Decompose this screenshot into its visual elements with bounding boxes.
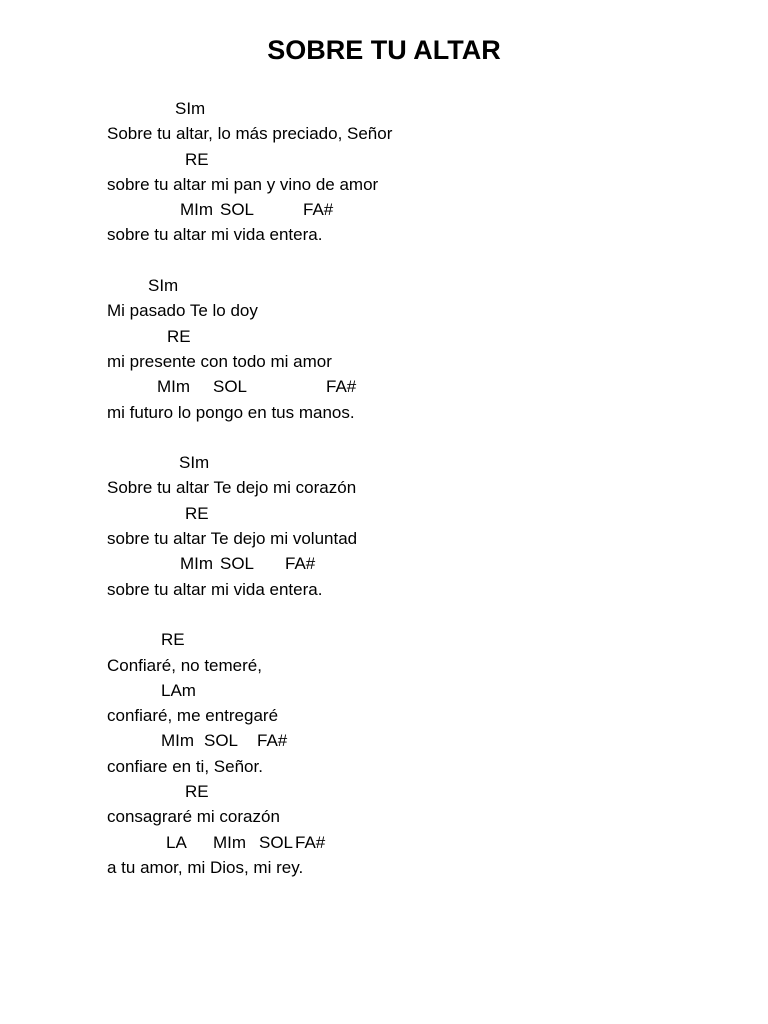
chord: MIm (157, 377, 191, 397)
stanza-spacer (107, 425, 727, 450)
chord-line (107, 197, 727, 222)
lyric-text: mi presente con todo mi amor (107, 351, 332, 371)
lyric-text: Sobre tu altar, lo más preciado, Señor (107, 124, 393, 144)
lyric-text: sobre tu altar mi vida entera. (107, 579, 323, 599)
chord: MIm (180, 200, 214, 220)
lyric-line (107, 475, 727, 500)
chord: LAm (161, 680, 196, 700)
chord: SOL (220, 200, 255, 220)
chord: FA# (257, 731, 288, 751)
lyric-line (107, 754, 727, 779)
lyric-line (107, 653, 727, 678)
chord: RE (185, 503, 209, 523)
chord-line (107, 273, 727, 298)
chord: MIm (161, 731, 195, 751)
lyric-text: a tu amor, mi Dios, mi rey. (107, 857, 304, 877)
lyric-text: sobre tu altar mi pan y vino de amor (107, 174, 379, 194)
chord: FA# (295, 832, 326, 852)
chord: FA# (285, 554, 316, 574)
chord-line (107, 678, 727, 703)
lyric-line (107, 855, 727, 880)
lyric-text: sobre tu altar Te dejo mi voluntad (107, 529, 358, 549)
lyric-line (107, 577, 727, 602)
chord: FA# (326, 377, 357, 397)
chord: SIm (179, 453, 210, 473)
chord-line (107, 551, 727, 576)
chord: RE (167, 326, 191, 346)
lyric-line (107, 172, 727, 197)
chord: SIm (148, 276, 179, 296)
chord-line (107, 96, 727, 121)
chord: MIm (213, 832, 247, 852)
chord: SOL (213, 377, 248, 397)
lyric-line (107, 349, 727, 374)
chord-line (107, 147, 727, 172)
chord: LA (166, 832, 187, 852)
chord-line (107, 450, 727, 475)
chord: SOL (259, 832, 294, 852)
chord: SOL (204, 731, 239, 751)
song-title: SOBRE TU ALTAR (267, 35, 501, 65)
chord-line (107, 324, 727, 349)
chord-line (107, 501, 727, 526)
lyric-text: confiaré, me entregaré (107, 706, 279, 726)
chord: RE (185, 149, 209, 169)
lyric-text: mi futuro lo pongo en tus manos. (107, 402, 355, 422)
lyric-text: consagraré mi corazón (107, 807, 280, 827)
lyric-text: sobre tu altar mi vida entera. (107, 225, 323, 245)
chord: SOL (220, 554, 255, 574)
chord: SIm (175, 99, 206, 118)
chord: MIm (180, 554, 214, 574)
chord-line (107, 779, 727, 804)
chord-line (107, 627, 727, 652)
stanza-spacer (107, 248, 727, 273)
lyric-line (107, 222, 727, 247)
chord-line (107, 374, 727, 399)
song-body (107, 96, 727, 880)
chord-line (107, 830, 727, 855)
lyric-line (107, 121, 727, 146)
lyric-text: Confiaré, no temeré, (107, 655, 262, 675)
chord: RE (185, 782, 209, 802)
lyric-line (107, 298, 727, 323)
lyric-line (107, 804, 727, 829)
chord-line (107, 728, 727, 753)
stanza-spacer (107, 602, 727, 627)
lyric-text: Mi pasado Te lo doy (107, 301, 258, 321)
lyric-line (107, 703, 727, 728)
lyric-text: Sobre tu altar Te dejo mi corazón (107, 478, 357, 498)
lyric-text: confiare en ti, Señor. (107, 756, 263, 776)
chord: RE (161, 630, 185, 650)
lyric-line (107, 400, 727, 425)
chord: FA# (303, 200, 334, 220)
lyric-line (107, 526, 727, 551)
